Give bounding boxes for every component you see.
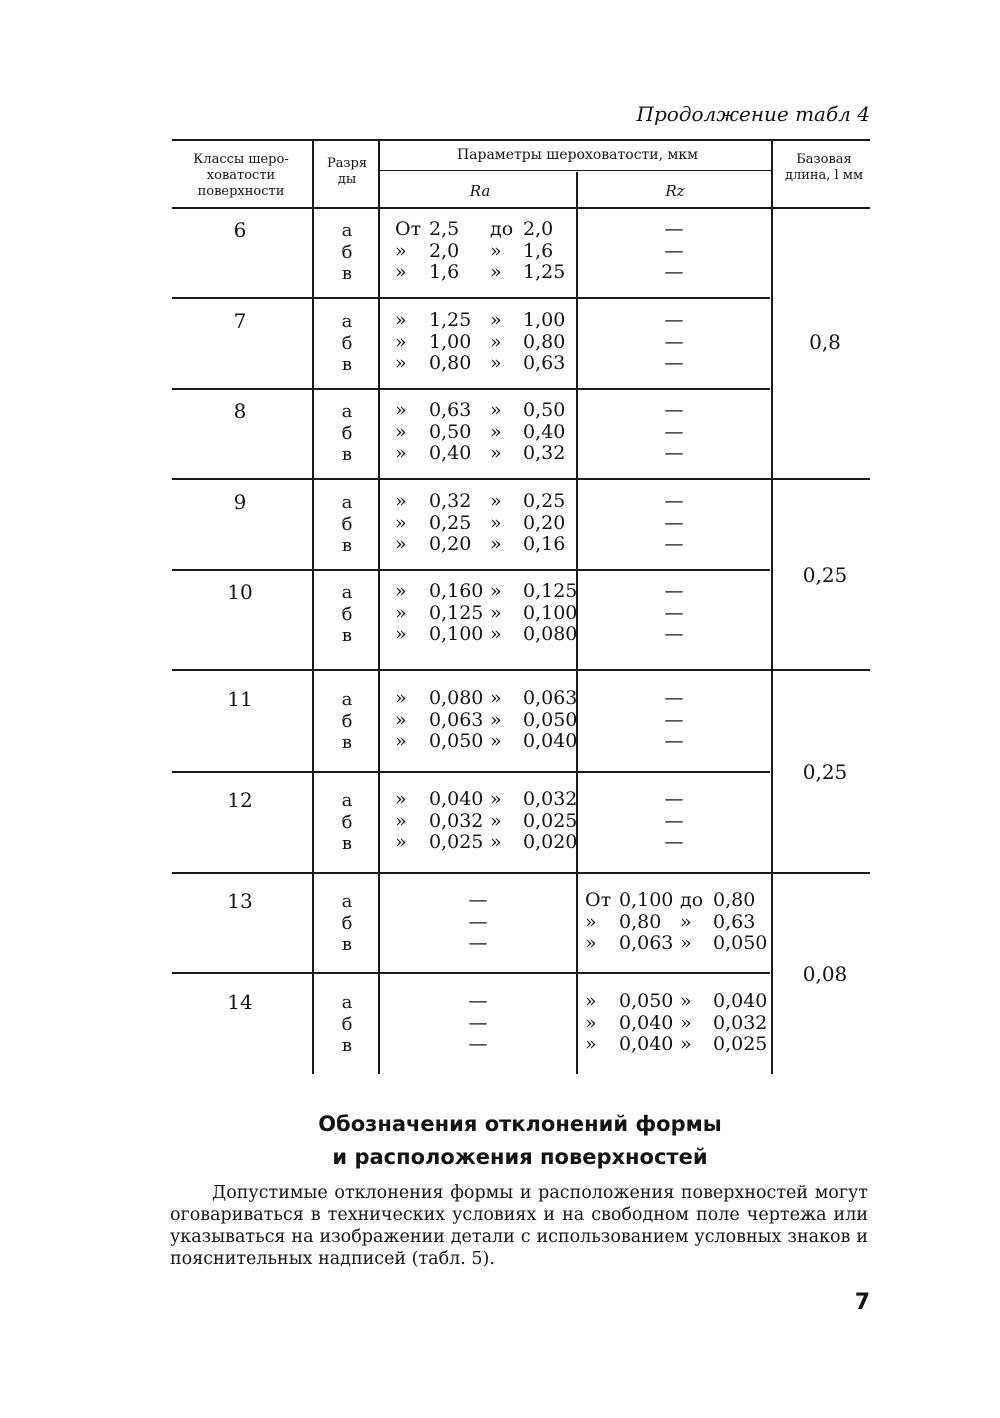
range-word: » (490, 442, 502, 464)
dash-cell (384, 991, 572, 1056)
razryad-letters (318, 311, 376, 376)
range-line (395, 731, 583, 753)
razryad-letter: б (341, 1013, 353, 1035)
empty-value-dash: — (664, 399, 684, 421)
range-word: » (395, 788, 407, 810)
range-line (585, 912, 773, 934)
range-value: 0,16 (523, 533, 566, 555)
empty-value-dash: — (664, 580, 684, 602)
razryad-letters (318, 891, 376, 956)
razryad-letter: б (341, 332, 353, 354)
razryad-letter: в (341, 625, 353, 646)
range-word: » (680, 932, 692, 954)
empty-value-dash: — (468, 990, 488, 1012)
range-line (395, 534, 583, 556)
razryad-letters (318, 582, 376, 647)
range-cell (395, 491, 583, 556)
empty-value-dash: — (664, 831, 684, 853)
range-word: » (490, 708, 502, 731)
range-value: 0,80 (619, 910, 662, 933)
range-value: 0,125 (523, 580, 578, 602)
empty-value-dash: — (664, 442, 684, 464)
range-word: » (490, 831, 502, 853)
razryad-letters (318, 992, 376, 1057)
empty-value-dash: — (664, 730, 684, 752)
range-value: 2,0 (523, 218, 554, 240)
empty-value-dash: — (664, 809, 684, 832)
range-word: » (395, 601, 407, 624)
range-word: » (490, 399, 502, 421)
row-sep (172, 972, 770, 974)
range-value: 0,50 (429, 420, 472, 443)
range-word: » (680, 910, 692, 933)
range-word: » (395, 730, 407, 752)
range-value: 2,5 (429, 218, 460, 240)
range-value: 0,063 (523, 687, 578, 709)
range-word: » (490, 788, 502, 810)
range-line (395, 688, 583, 710)
range-cell (585, 890, 773, 955)
range-value: 0,025 (523, 809, 578, 832)
range-value: 0,032 (523, 788, 578, 810)
range-value: 0,160 (429, 580, 484, 602)
range-value: 1,00 (523, 309, 566, 331)
range-word: до (490, 218, 514, 240)
range-value: 0,050 (429, 730, 484, 752)
range-value: 0,020 (523, 831, 578, 853)
range-line (585, 933, 773, 955)
empty-value-dash: — (664, 352, 684, 374)
range-word: » (395, 261, 407, 283)
razryad-letter: б (341, 513, 353, 535)
range-line (395, 422, 583, 444)
range-word: От (585, 889, 612, 911)
razryad-letter: а (341, 492, 353, 513)
range-value: 0,32 (523, 442, 566, 464)
range-word: » (490, 623, 502, 645)
range-value: 0,63 (523, 352, 566, 374)
razryad-letter: в (341, 732, 353, 753)
range-value: 0,25 (523, 490, 566, 512)
empty-value-dash: — (468, 910, 488, 933)
range-word: » (585, 990, 597, 1012)
range-word: » (585, 932, 597, 954)
range-value: 0,025 (713, 1033, 768, 1055)
empty-value-dash: — (664, 601, 684, 624)
range-word: » (395, 708, 407, 731)
dash-cell (580, 310, 768, 375)
razryad-letter: а (341, 220, 353, 241)
header-base-length: Базовая длина, l мм (784, 152, 864, 183)
empty-value-dash: — (468, 932, 488, 954)
razryad-letter: а (341, 401, 353, 422)
range-value: 0,80 (429, 352, 472, 374)
range-word: » (395, 809, 407, 832)
razryad-letter: б (341, 710, 353, 732)
roughness-class: 14 (227, 990, 253, 1014)
range-value: 0,050 (523, 708, 578, 731)
range-line (395, 581, 583, 603)
col-divider-2 (378, 139, 380, 1074)
razryad-letters (318, 790, 376, 855)
row-sep (172, 669, 870, 671)
dash-cell (580, 491, 768, 556)
range-value: 0,125 (429, 601, 484, 624)
range-line (395, 262, 583, 284)
dash-cell (580, 219, 768, 284)
dash-cell (580, 789, 768, 854)
razryad-letter: в (341, 263, 353, 284)
range-word: » (490, 580, 502, 602)
roughness-class: 13 (227, 889, 253, 913)
range-word: » (395, 420, 407, 443)
dash-cell (580, 400, 768, 465)
range-line (395, 219, 583, 241)
base-length-cell: 0,25 (802, 760, 848, 784)
razryad-letter: б (341, 241, 353, 263)
range-word: » (490, 239, 502, 262)
range-value: 0,80 (523, 330, 566, 353)
empty-value-dash: — (664, 420, 684, 443)
range-word: » (490, 490, 502, 512)
range-value: 0,040 (713, 990, 768, 1012)
table-top-rule (172, 139, 870, 141)
razryad-letter: в (341, 444, 353, 465)
range-word: » (490, 352, 502, 374)
range-value: 0,25 (429, 511, 472, 534)
razryad-letter: а (341, 790, 353, 811)
empty-value-dash: — (664, 218, 684, 240)
row-sep (172, 771, 770, 773)
empty-value-dash: — (664, 490, 684, 512)
range-word: » (585, 910, 597, 933)
range-line (585, 1013, 773, 1035)
range-word: » (490, 533, 502, 555)
row-sep (172, 478, 870, 480)
table-continuation-caption: Продолжение табл 4 (636, 102, 870, 126)
range-word: » (395, 687, 407, 709)
range-value: 0,100 (429, 623, 484, 645)
empty-value-dash: — (664, 511, 684, 534)
razryad-letter: в (341, 535, 353, 556)
range-word: » (395, 831, 407, 853)
range-word: » (395, 511, 407, 534)
header-classes: Классы шеро-ховатости поверхности (193, 152, 289, 199)
razryad-letter: в (341, 833, 353, 854)
range-value: 2,0 (429, 239, 460, 262)
razryad-letter: а (341, 582, 353, 603)
base-length-cell: 0,8 (809, 330, 841, 354)
section-title-line-2: и расположения поверхностей (332, 1145, 708, 1169)
header-params: Параметры шероховатости, мкм (456, 147, 699, 163)
range-value: 0,100 (523, 601, 578, 624)
range-cell (395, 688, 583, 753)
empty-value-dash: — (664, 533, 684, 555)
razryad-letter: в (341, 354, 353, 375)
base-length-cell: 0,25 (802, 563, 848, 587)
range-word: » (680, 990, 692, 1012)
range-word: » (395, 580, 407, 602)
section-title (170, 1108, 870, 1174)
range-value: 1,6 (429, 261, 460, 283)
range-value: 0,100 (619, 889, 674, 911)
range-value: 0,040 (523, 730, 578, 752)
razryad-letters (318, 689, 376, 754)
range-value: 1,6 (523, 239, 554, 262)
empty-value-dash: — (664, 788, 684, 810)
range-word: » (680, 1011, 692, 1034)
range-line (585, 1034, 773, 1056)
row-sep (172, 388, 770, 390)
range-word: » (395, 399, 407, 421)
range-line (585, 991, 773, 1013)
range-value: 0,032 (429, 809, 484, 832)
range-value: 0,50 (523, 399, 566, 421)
range-value: 0,040 (429, 788, 484, 810)
roughness-class: 8 (233, 399, 247, 423)
range-value: 0,050 (619, 990, 674, 1012)
roughness-class: 6 (233, 218, 247, 242)
roughness-class: 9 (233, 490, 247, 514)
range-value: 0,20 (523, 511, 566, 534)
range-word: до (680, 889, 704, 911)
razryad-letter: б (341, 603, 353, 625)
razryad-letters (318, 401, 376, 466)
empty-value-dash: — (664, 708, 684, 731)
range-value: 0,063 (429, 708, 484, 731)
range-line (395, 353, 583, 375)
body-paragraph: Допустимые отклонения формы и расположения поверхностей могут оговариваться в технических условиях и на свободном поле чертежа или указываться на изображении детали с использованием условных знаков и пояснительных надписей (табл. 5). (170, 1183, 868, 1269)
range-word: » (395, 352, 407, 374)
razryad-letter: а (341, 311, 353, 332)
row-sep (172, 297, 770, 299)
range-line (395, 624, 583, 646)
range-value: 0,80 (713, 889, 756, 911)
range-cell (395, 400, 583, 465)
range-word: » (490, 420, 502, 443)
range-line (395, 811, 583, 833)
range-word: » (490, 687, 502, 709)
col-divider-1 (312, 139, 314, 1074)
range-line (395, 241, 583, 263)
range-word: » (490, 261, 502, 283)
header-bottom-rule (172, 207, 870, 209)
range-line (395, 400, 583, 422)
range-value: 0,063 (619, 932, 674, 954)
range-value: 1,25 (429, 309, 472, 331)
range-word: » (585, 1011, 597, 1034)
range-line (395, 513, 583, 535)
razryad-letter: а (341, 992, 353, 1013)
empty-value-dash: — (664, 261, 684, 283)
empty-value-dash: — (664, 309, 684, 331)
empty-value-dash: — (468, 889, 488, 911)
range-word: » (490, 809, 502, 832)
row-sep (172, 872, 870, 874)
range-line (395, 832, 583, 854)
range-cell (395, 310, 583, 375)
range-value: 0,40 (523, 420, 566, 443)
range-line (395, 332, 583, 354)
range-word: » (490, 511, 502, 534)
razryad-letter: а (341, 689, 353, 710)
empty-value-dash: — (664, 687, 684, 709)
razryad-letter: б (341, 422, 353, 444)
range-cell (395, 219, 583, 284)
dash-cell (580, 688, 768, 753)
params-header-rule (380, 170, 772, 171)
row-sep (172, 569, 770, 571)
range-word: » (585, 1033, 597, 1055)
empty-value-dash: — (468, 1011, 488, 1034)
range-word: » (395, 442, 407, 464)
razryad-letter: в (341, 1035, 353, 1056)
empty-value-dash: — (468, 1033, 488, 1055)
range-word: » (395, 533, 407, 555)
range-value: 0,20 (429, 533, 472, 555)
empty-value-dash: — (664, 330, 684, 353)
roughness-class: 11 (227, 687, 253, 711)
range-word: » (395, 623, 407, 645)
range-value: 0,080 (523, 623, 578, 645)
range-value: 1,00 (429, 330, 472, 353)
razryad-letter: б (341, 912, 353, 934)
range-value: 0,63 (713, 910, 756, 933)
range-word: » (395, 239, 407, 262)
range-line (395, 310, 583, 332)
range-word: » (490, 309, 502, 331)
range-value: 0,040 (619, 1011, 674, 1034)
razryad-letters (318, 220, 376, 285)
razryad-letters (318, 492, 376, 557)
base-length-cell: 0,08 (802, 962, 848, 986)
range-value: 0,32 (429, 490, 472, 512)
range-line (395, 603, 583, 625)
range-cell (395, 581, 583, 646)
range-word: » (490, 330, 502, 353)
range-value: 0,080 (429, 687, 484, 709)
range-cell (395, 789, 583, 854)
roughness-class: 10 (227, 580, 253, 604)
header-rz: Rz (665, 182, 685, 200)
header-razryady: Разря ды (326, 156, 368, 187)
range-word: » (490, 730, 502, 752)
range-value: 0,40 (429, 442, 472, 464)
range-line (395, 789, 583, 811)
range-word: От (395, 218, 422, 240)
range-value: 0,040 (619, 1033, 674, 1055)
range-value: 0,025 (429, 831, 484, 853)
range-line (585, 890, 773, 912)
section-title-line-1: Обозначения отклонений формы (318, 1112, 722, 1136)
razryad-letter: б (341, 811, 353, 833)
page-number: 7 (854, 1290, 870, 1315)
range-value: 0,032 (713, 1011, 768, 1034)
range-value: 1,25 (523, 261, 566, 283)
empty-value-dash: — (664, 239, 684, 262)
range-value: 0,63 (429, 399, 472, 421)
range-value: 0,050 (713, 932, 768, 954)
range-cell (585, 991, 773, 1056)
razryad-letter: а (341, 891, 353, 912)
header-ra: Ra (469, 182, 491, 200)
range-word: » (395, 490, 407, 512)
range-word: » (395, 309, 407, 331)
empty-value-dash: — (664, 623, 684, 645)
range-line (395, 491, 583, 513)
range-word: » (395, 330, 407, 353)
dash-cell (384, 890, 572, 955)
range-word: » (680, 1033, 692, 1055)
roughness-class: 12 (227, 788, 253, 812)
range-word: » (490, 601, 502, 624)
range-line (395, 443, 583, 465)
range-line (395, 710, 583, 732)
roughness-class: 7 (233, 309, 247, 333)
dash-cell (580, 581, 768, 646)
razryad-letter: в (341, 934, 353, 955)
